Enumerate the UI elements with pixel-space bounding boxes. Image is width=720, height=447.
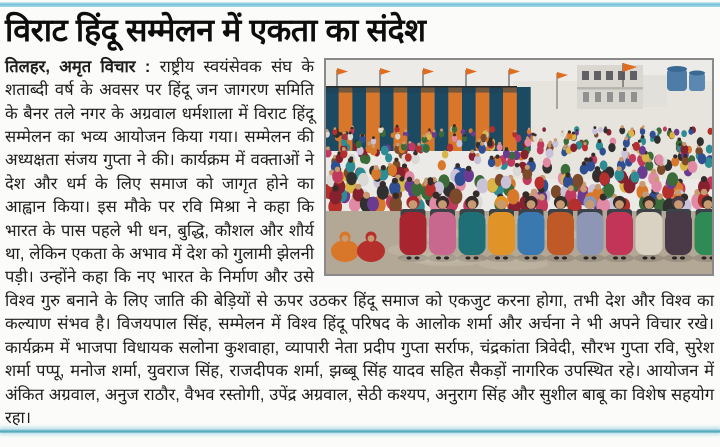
body-text: राष्ट्रीय स्वयंसेवक संघ के शताब्दी वर्ष के अवसर पर हिंदू जन जागरण समिति के बैनर तले नगर के अग्रवाल धर्मशाला में विराट हिंदू सम्मेलन का भव्य आयोजन किया गया। सम्मेलन की अध्यक्षता संजय गुप्ता ने की। कार्यक्रम में वक्ताओं ने देश और धर्म के लिए समाज को जागृत होने का आह्वान किया। इस मौके पर रवि मिश्रा ने कहा कि भारत के पास पहले भी धन, बुद्धि, कौशल और शौर्य था, लेकिन एकता के अभाव में देश को गुलामी झेलनी पड़ी। उन्होंने कहा कि नए भारत के निर्माण और उसे विश्व गुरु बनाने के लिए जाति की बेड़ियों से ऊपर उठकर हिंदू समाज को एकजुट करना होगा, तभी देश और विश्व का कल्याण संभव है। विजयपाल सिंह, सम्मेलन में विश्व हिंदू परिषद के आलोक शर्मा और अर्चना ने भी अपने विचार रखे। कार्यक्रम में भाजपा विधायक सलोना कुशवाहा, व्यापारी नेता प्रदीप गुप्ता सर्राफ, चंद्रकांता त्रिवेदी, सौरभ गुप्ता रवि, सुरेश शर्मा पप्पू, मनोज शर्मा, युवराज सिंह, राजदीपक शर्मा, झब्बू सिंह यादव सहित सैकड़ों नागरिक उपस्थित रहे। आयोजन में अंकित अग्रवाल, अनुज राठौर, वैभव रस्तोगी, उपेंद्र अग्रवाल, सेठी कश्यप, अनुराग सिंह और सुशील बाबू का विशेष सहयोग रहा। [5, 57, 714, 427]
top-divider [0, 2, 720, 7]
article-body [0, 56, 720, 431]
article-headline: विराट हिंदू सम्मेलन में एकता का संदेश [5, 12, 426, 48]
bottom-divider [0, 429, 720, 433]
event-photo [324, 58, 714, 276]
dateline: तिलहर, अमृत विचार : [5, 57, 151, 76]
event-photo-illustration [325, 59, 713, 275]
